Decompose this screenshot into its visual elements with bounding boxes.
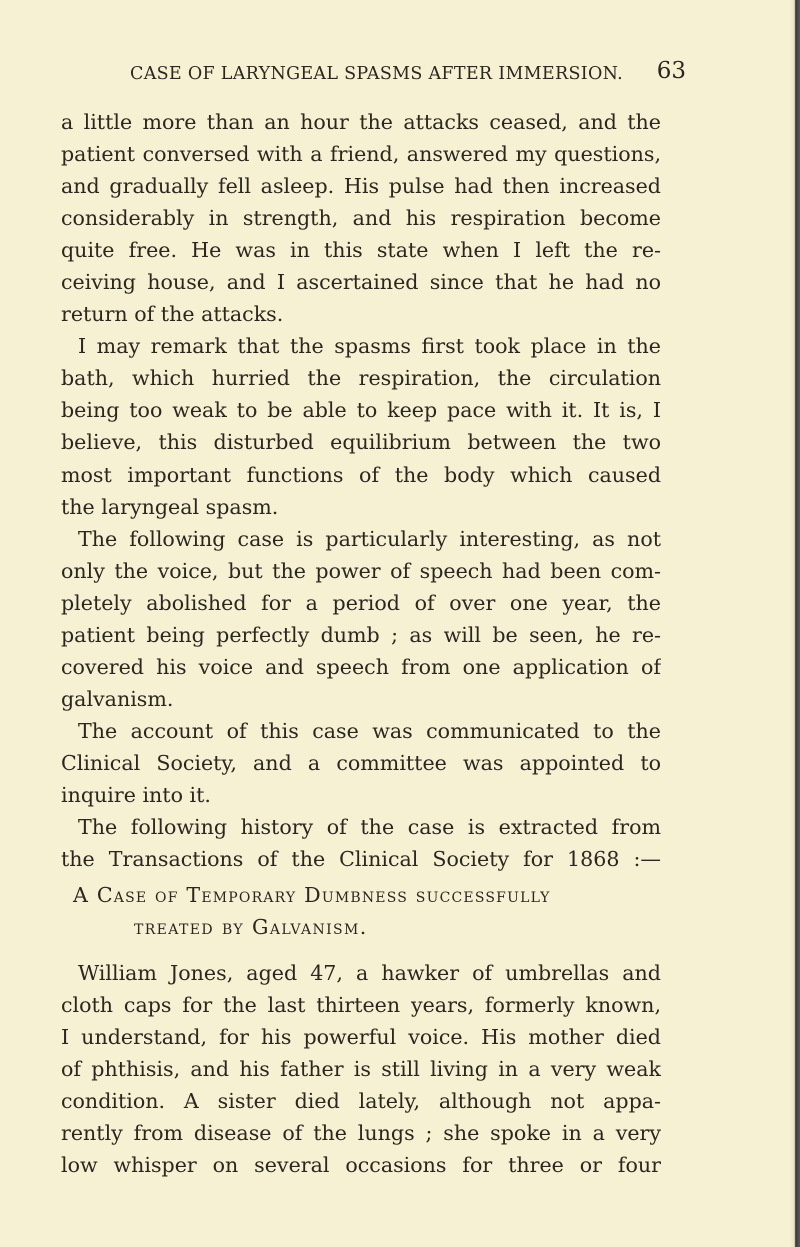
paragraph [61, 811, 661, 875]
paragraph [61, 715, 661, 811]
text-line: The following history of the case is extracted from [78, 815, 661, 840]
text-line: ceiving house, and I ascertained since that he had no [61, 270, 661, 295]
text-line: pletely abolished for a period of over one year, the [61, 590, 661, 615]
page-text [61, 106, 661, 1181]
text-line: Clinical Society, and a committee was appointed to [61, 750, 661, 775]
text-line: The account of this case was communicated to the [78, 718, 661, 743]
case-heading: treated by Galvanism. [134, 915, 368, 940]
text-line: the Transactions of the Clinical Society for 1868 :— [61, 847, 661, 872]
paragraph [61, 106, 661, 330]
text-line: I may remark that the spasms first took place in the [78, 334, 661, 359]
text-line: being too weak to be able to keep pace with it. It is, I [61, 398, 661, 423]
text-line: of phthisis, and his father is still living in a very weak [61, 1057, 661, 1082]
text-line: the laryngeal spasm. [61, 494, 279, 519]
text-line: condition. A sister died lately, although not appa- [61, 1089, 661, 1114]
text-line: and gradually fell asleep. His pulse had then increased [61, 174, 661, 199]
text-line: considerably in strength, and his respiration become [61, 206, 661, 231]
paragraph [61, 523, 661, 715]
text-line: return of the attacks. [61, 302, 284, 327]
text-line: only the voice, but the power of speech had been com- [61, 558, 661, 583]
paragraph [61, 957, 661, 1181]
spacer [61, 943, 661, 957]
text-line: The following case is particularly interesting, as not [78, 526, 661, 551]
text-line: I understand, for his powerful voice. His mother died [61, 1025, 661, 1050]
text-line: most important functions of the body which caused [61, 462, 661, 487]
running-head-title: CASE OF LARYNGEAL SPASMS AFTER IMMERSION. [130, 64, 623, 84]
text-line: William Jones, aged 47, a hawker of umbrellas and [78, 961, 661, 986]
text-line: patient being perfectly dumb ; as will be seen, he re- [61, 622, 661, 647]
text-line: rently from disease of the lungs ; she spoke in a very [61, 1121, 661, 1146]
text-line: a little more than an hour the attacks ceased, and the [61, 110, 661, 134]
text-line: patient conversed with a friend, answered my questions, [61, 142, 661, 167]
text-line: inquire into it. [61, 782, 211, 807]
text-line: bath, which hurried the respiration, the circulation [61, 366, 661, 391]
running-header [130, 56, 686, 90]
case-heading: A Case of Temporary Dumbness successfully [73, 883, 551, 908]
text-line: covered his voice and speech from one application of [61, 654, 661, 679]
text-line: believe, this disturbed equilibrium between the two [61, 430, 661, 455]
paragraph [61, 330, 661, 522]
text-line: cloth caps for the last thirteen years, formerly known, [61, 993, 661, 1018]
page-edge-shadow [790, 0, 800, 1247]
text-line: galvanism. [61, 686, 174, 711]
page-number: 63 [656, 58, 686, 84]
text-line: quite free. He was in this state when I left the re- [61, 238, 661, 263]
text-line: low whisper on several occasions for three or four [61, 1153, 661, 1178]
